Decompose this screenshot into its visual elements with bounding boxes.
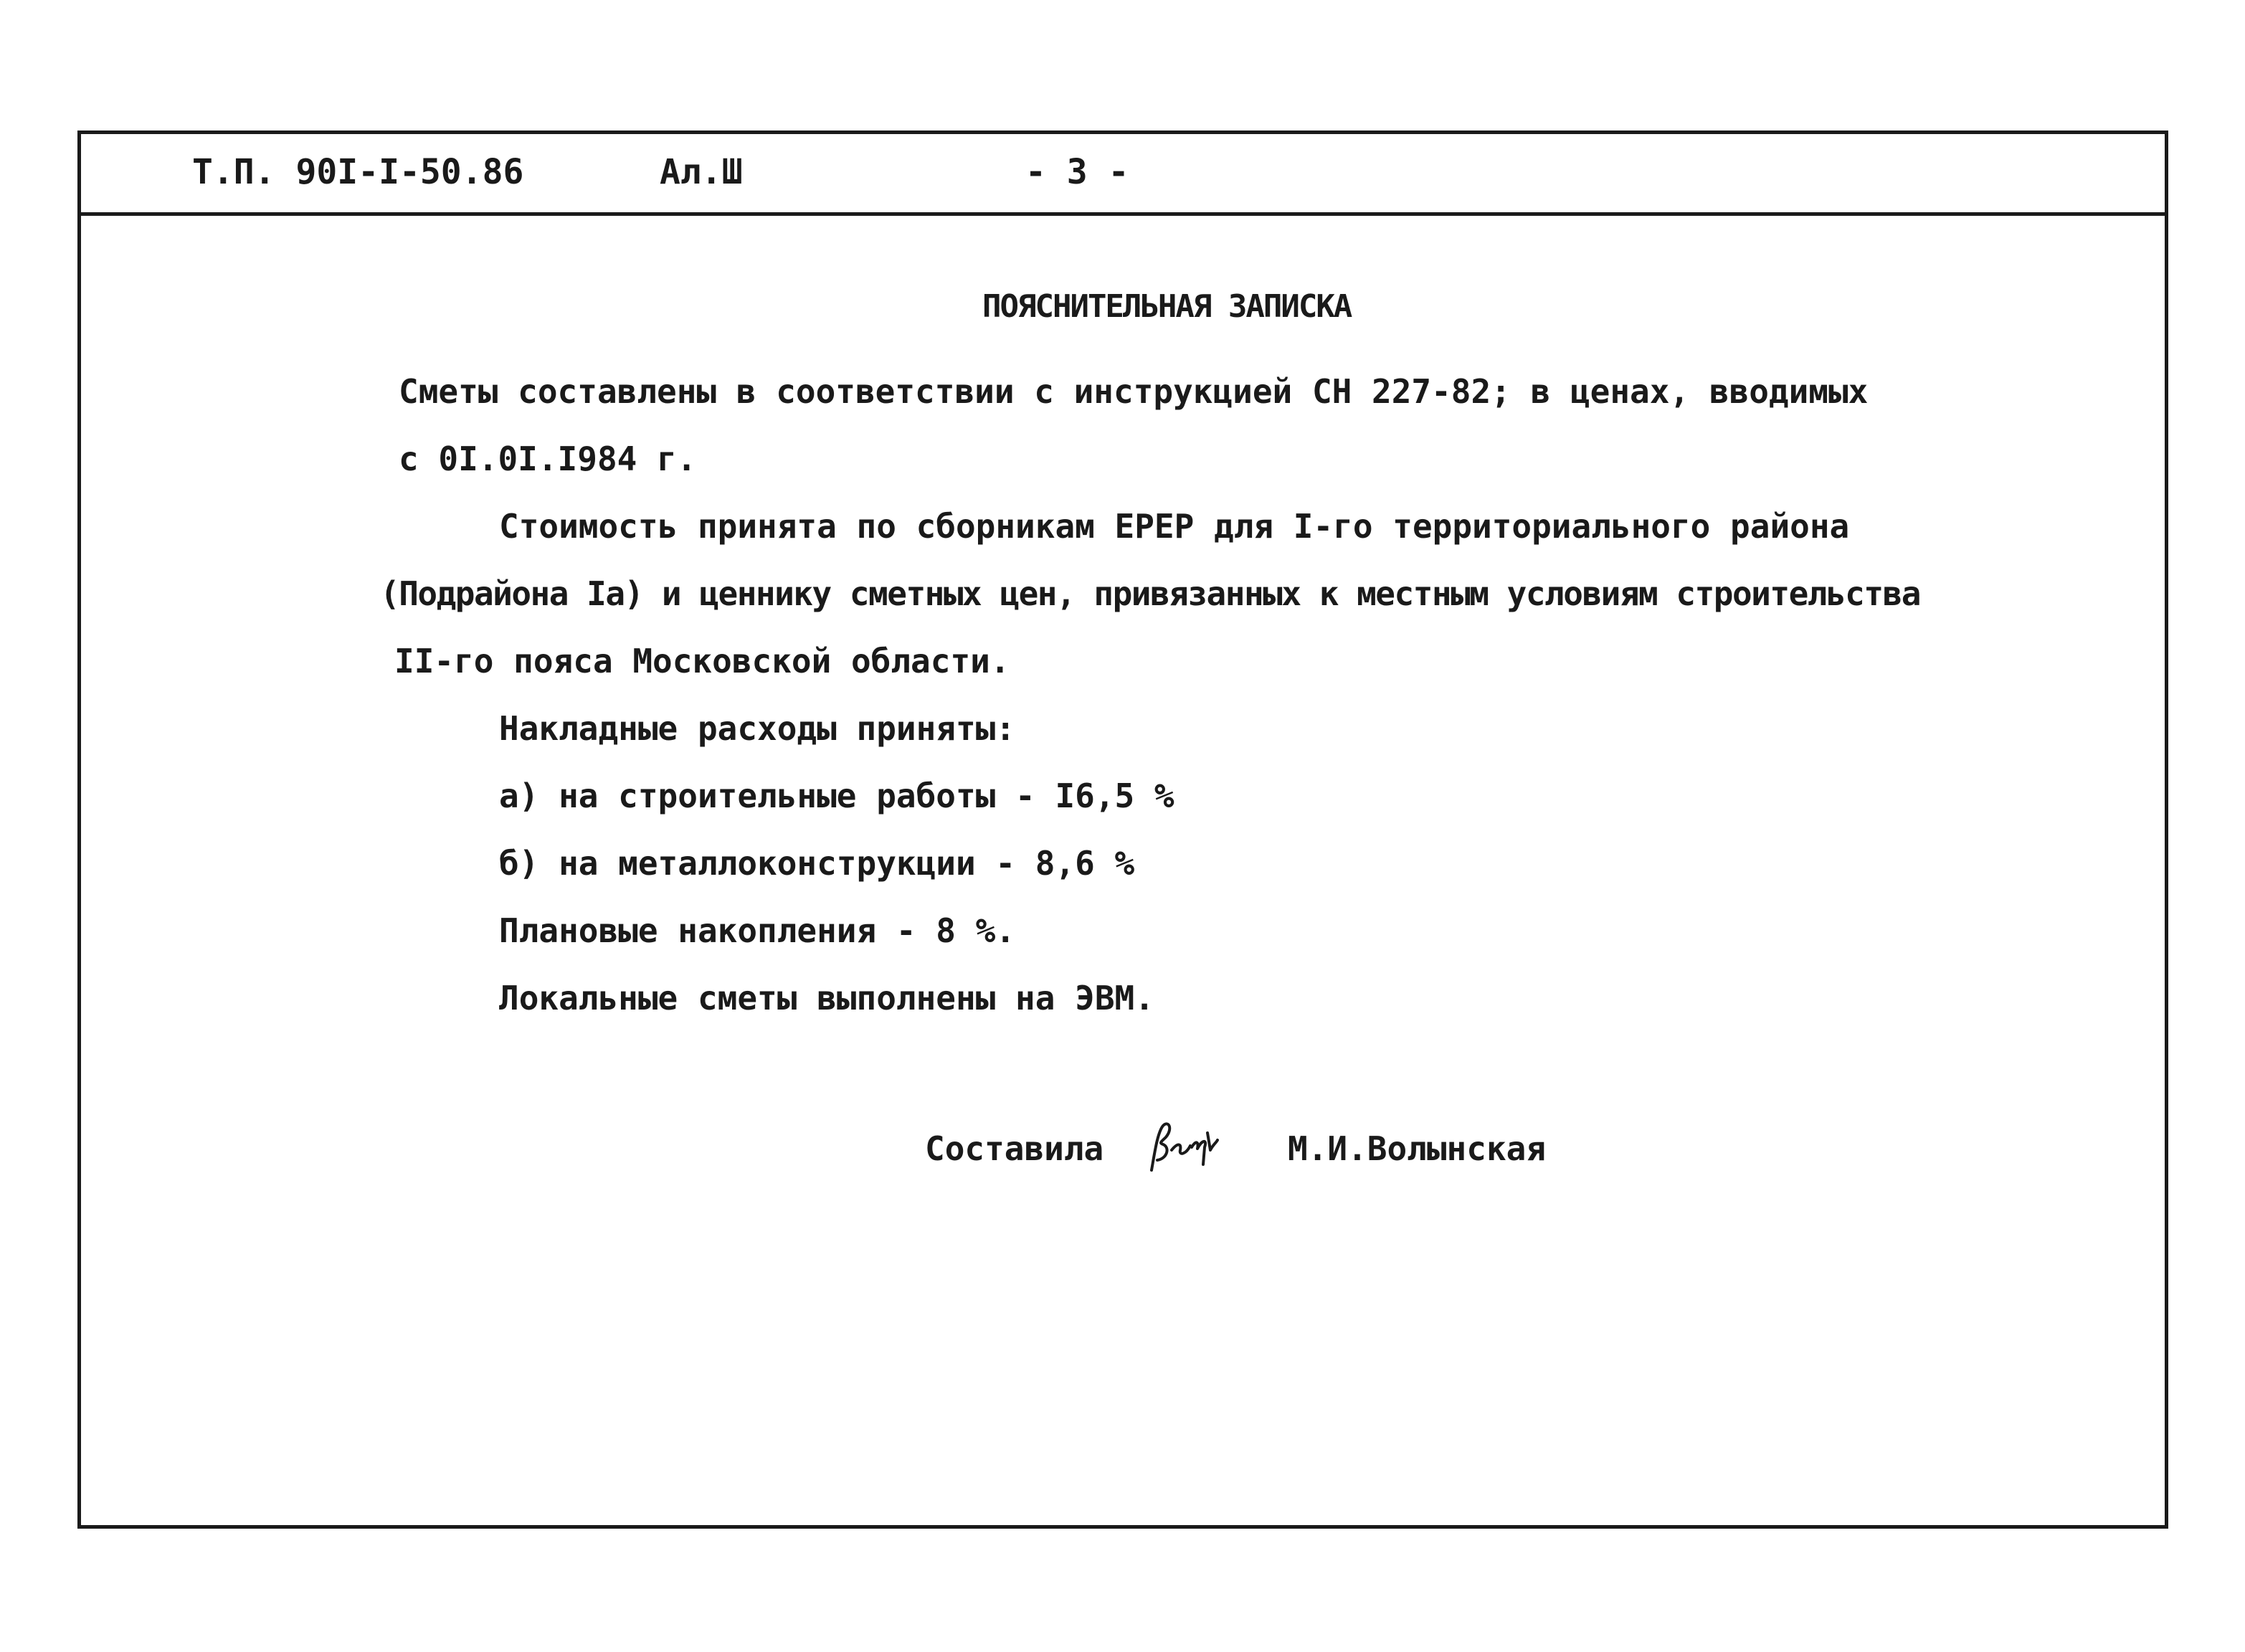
body-line: Локальные сметы выполнены на ЭВМ.: [499, 979, 1154, 1017]
body-line: Сметы составлены в соответствии с инструкцией СН 227-82; в ценах, вводимых: [399, 372, 1869, 411]
body-line: II-го пояса Московской области.: [394, 642, 1010, 680]
body-line: с 0I.0I.I984 г.: [399, 440, 697, 478]
body-line: а) на строительные работы - I6,5 %: [499, 777, 1174, 815]
body-line: (Подрайона Iа) и ценнику сметных цен, привязанных к местным условиям строительства: [380, 574, 1920, 613]
body-line: Стоимость принята по сборникам ЕРЕР для I-го территориального района: [499, 507, 1850, 546]
compiled-by-label: Составила: [925, 1129, 1104, 1168]
body-line: Накладные расходы приняты:: [499, 709, 1016, 748]
document-title: ПОЯСНИТЕЛЬНАЯ ЗАПИСКА: [982, 288, 1352, 325]
signer-name: М.И.Волынская: [1288, 1129, 1547, 1168]
album-number: Ал.Ш: [660, 152, 743, 192]
header-divider: [77, 212, 2168, 216]
page-number: - 3 -: [1025, 152, 1129, 192]
document-frame: [77, 130, 2168, 1529]
document-code: Т.П. 90I-I-50.86: [192, 152, 524, 192]
body-line: б) на металлоконструкции - 8,6 %: [499, 844, 1135, 883]
body-line: Плановые накопления - 8 %.: [499, 911, 1016, 950]
signature-mark: [1142, 1119, 1235, 1176]
